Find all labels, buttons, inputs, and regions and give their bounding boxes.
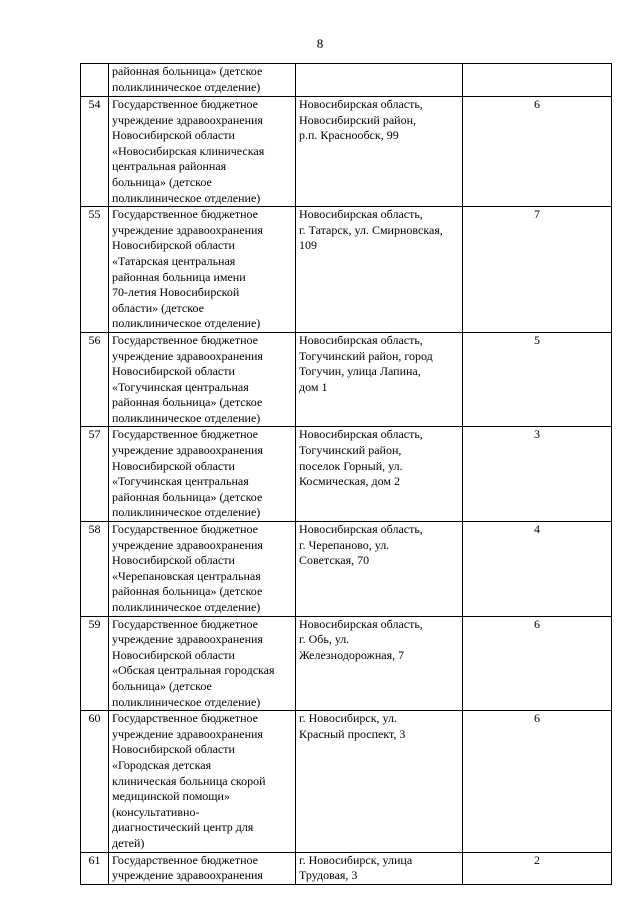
- institution-name-line: районная больница имени: [112, 269, 246, 284]
- institution-address: [296, 97, 463, 207]
- institution-name-line: детей): [112, 835, 145, 850]
- address-line: Железнодорожная, 7: [299, 647, 405, 662]
- address-line: г. Новосибирск, ул.: [299, 711, 398, 726]
- institution-name-line: Государственное бюджетное: [112, 97, 258, 111]
- institution-name-line: Государственное бюджетное: [112, 522, 258, 537]
- institution-name-line: больница» (детское: [112, 174, 212, 189]
- institution-name-line: поликлиническое отделение): [112, 694, 261, 709]
- institution-name: [109, 427, 296, 522]
- row-number: [81, 64, 109, 97]
- address-line: Тогучинский район,: [299, 443, 402, 458]
- institution-name-line: «Татарская центральная: [112, 253, 236, 268]
- institution-name-line: учреждение здравоохранения: [112, 443, 263, 458]
- row-number: 55: [81, 207, 109, 333]
- address-line: Красный проспект, 3: [299, 726, 406, 741]
- count-value: 4: [463, 522, 612, 617]
- address-line: р.п. Краснообск, 99: [299, 128, 399, 143]
- institution-name-line: Новосибирской области: [112, 553, 235, 568]
- address-line: г. Черепаново, ул.: [299, 537, 390, 552]
- institution-name: [109, 207, 296, 333]
- count-value: 7: [463, 207, 612, 333]
- row-number: 59: [81, 616, 109, 711]
- institution-name-line: больница» (детское: [112, 678, 212, 693]
- institution-name-line: Новосибирской области: [112, 128, 235, 143]
- row-number: 61: [81, 852, 109, 884]
- institution-name-line: поликлиническое отделение): [112, 190, 261, 205]
- table-row: [81, 207, 612, 333]
- institution-name: [109, 332, 296, 427]
- institution-address: [296, 207, 463, 333]
- institution-name: [109, 522, 296, 617]
- institution-name-line: центральная районная: [112, 159, 227, 174]
- table-row: [81, 427, 612, 522]
- institution-name-line: «Черепановская центральная: [112, 568, 261, 583]
- institution-name-line: районная больница» (детское: [112, 584, 263, 599]
- address-line: Советская, 70: [299, 553, 370, 568]
- institution-name-line: учреждение здравоохранения: [112, 112, 263, 127]
- institution-name-line: учреждение здравоохранения: [112, 632, 263, 647]
- institution-name-line: поликлиническое отделение): [112, 505, 261, 520]
- institution-name-line: районная больница» (детское: [112, 395, 263, 410]
- address-line: Тогучин, улица Лапина,: [299, 364, 421, 379]
- address-line: поселок Горный, ул.: [299, 458, 403, 473]
- institution-address: [296, 332, 463, 427]
- page-number: 8: [316, 36, 324, 51]
- institution-name-line: поликлиническое отделение): [112, 79, 261, 94]
- table-row: [81, 852, 612, 884]
- address-line: г. Татарск, ул. Смирновская,: [299, 222, 443, 237]
- row-number: 60: [81, 711, 109, 852]
- institution-name-line: Государственное бюджетное: [112, 332, 258, 347]
- institution-name-line: Новосибирской области: [112, 364, 235, 379]
- institution-name-line: «Городская детская: [112, 757, 212, 772]
- count-value: 6: [463, 97, 612, 207]
- address-line: Новосибирский район,: [299, 112, 416, 127]
- address-line: Трудовая, 3: [299, 868, 358, 883]
- institution-name-line: (консультативно-: [112, 804, 200, 819]
- address-line: Новосибирская область,: [299, 97, 423, 111]
- institution-name-line: поликлиническое отделение): [112, 410, 261, 425]
- institution-name: [109, 852, 296, 884]
- address-line: дом 1: [299, 379, 328, 394]
- institution-address: [296, 852, 463, 884]
- address-line: Новосибирская область,: [299, 616, 423, 631]
- table-row: [81, 332, 612, 427]
- institution-name-line: области» (детское: [112, 300, 204, 315]
- institution-name-line: Государственное бюджетное: [112, 852, 258, 867]
- institution-name-line: поликлиническое отделение): [112, 600, 261, 614]
- institution-name-line: районная больница» (детское: [112, 64, 263, 78]
- institution-name: [109, 616, 296, 711]
- institution-name: [109, 97, 296, 207]
- institution-name-line: «Обская центральная городская: [112, 663, 275, 678]
- institution-name-line: клиническая больница скорой: [112, 773, 266, 788]
- institution-name-line: диагностический центр для: [112, 820, 254, 835]
- count-value: 5: [463, 332, 612, 427]
- address-line: г. Новосибирск, улица: [299, 852, 413, 867]
- institution-address: [296, 522, 463, 617]
- address-line: Новосибирская область,: [299, 427, 423, 442]
- institution-name-line: поликлиническое отделение): [112, 316, 261, 331]
- institution-name-line: Государственное бюджетное: [112, 616, 258, 631]
- count-value: 6: [463, 711, 612, 852]
- institution-name-line: Государственное бюджетное: [112, 427, 258, 442]
- table-row: [81, 64, 612, 97]
- row-number: 54: [81, 97, 109, 207]
- address-line: Новосибирская область,: [299, 332, 423, 347]
- institution-name-line: Новосибирской области: [112, 742, 235, 757]
- address-line: Космическая, дом 2: [299, 474, 400, 489]
- institution-name-line: Новосибирской области: [112, 238, 235, 253]
- institution-name-line: Новосибирской области: [112, 647, 235, 662]
- institution-name-line: 70-летия Новосибирской: [112, 285, 240, 300]
- table-body: [81, 64, 612, 885]
- address-line: г. Обь, ул.: [299, 632, 350, 647]
- institution-name-line: учреждение здравоохранения: [112, 726, 263, 741]
- institution-name-line: Новосибирской области: [112, 458, 235, 473]
- institution-name-line: Государственное бюджетное: [112, 711, 258, 726]
- institution-address: [296, 711, 463, 852]
- count-value: 6: [463, 616, 612, 711]
- institution-name-line: учреждение здравоохранения: [112, 868, 263, 883]
- institutions-table: [80, 63, 612, 885]
- table-row: [81, 522, 612, 617]
- institution-name-line: «Новосибирская клиническая: [112, 143, 265, 158]
- institution-name-line: районная больница» (детское: [112, 489, 263, 504]
- address-line: Новосибирская область,: [299, 522, 423, 537]
- institution-name-line: «Тогучинская центральная: [112, 379, 249, 394]
- count-value: 3: [463, 427, 612, 522]
- table-row: [81, 711, 612, 852]
- address-line: 109: [299, 238, 317, 253]
- row-number: 58: [81, 522, 109, 617]
- address-line: Новосибирская область,: [299, 207, 423, 222]
- institution-name-line: учреждение здравоохранения: [112, 537, 263, 552]
- institution-address: [296, 427, 463, 522]
- institution-name-line: учреждение здравоохранения: [112, 222, 263, 237]
- institution-address: [296, 64, 463, 97]
- table-row: [81, 616, 612, 711]
- institution-address: [296, 616, 463, 711]
- institution-name: [109, 64, 296, 97]
- institution-name-line: медицинской помощи»: [112, 789, 230, 804]
- table-row: [81, 97, 612, 207]
- row-number: 56: [81, 332, 109, 427]
- institution-name: [109, 711, 296, 852]
- count-value: 2: [463, 852, 612, 884]
- address-line: Тогучинский район, город: [299, 348, 433, 363]
- count-value: [463, 64, 612, 97]
- institution-name-line: учреждение здравоохранения: [112, 348, 263, 363]
- institution-name-line: Государственное бюджетное: [112, 207, 258, 222]
- institution-name-line: «Тогучинская центральная: [112, 474, 249, 489]
- row-number: 57: [81, 427, 109, 522]
